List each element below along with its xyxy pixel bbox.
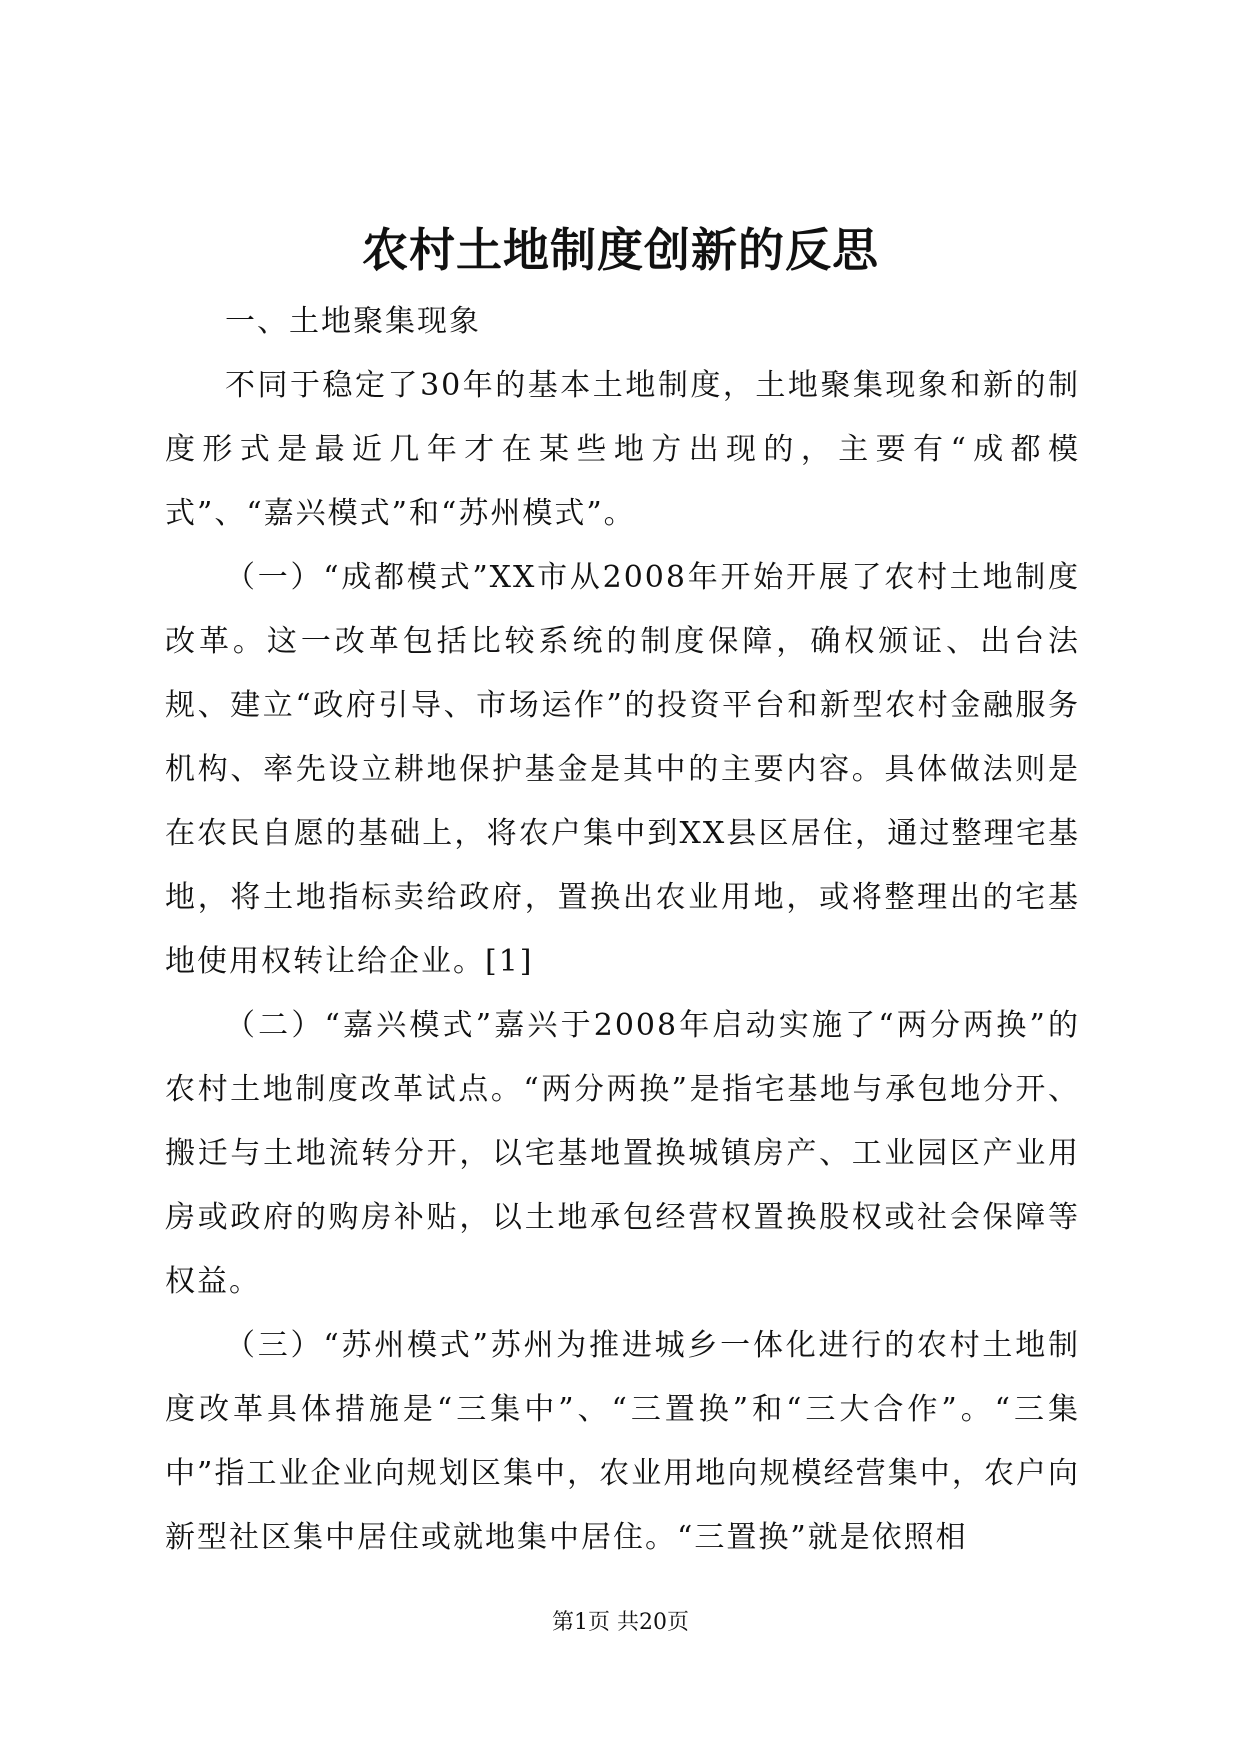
page-number-footer: 第1页 共20页: [552, 1610, 689, 1635]
document-body: [165, 290, 1080, 1570]
section-heading: 一、土地聚集现象: [225, 304, 481, 339]
document-title: 农村土地制度创新的反思: [362, 223, 879, 277]
paragraph-chengdu-model: （一）“成都模式”XX市从2008年开始开展了农村土地制度改革。这一改革包括比较系统的制度保障，确权颁证、出台法规、建立“政府引导、市场运作”的投资平台和新型农村金融服务机构、率先设立耕地保护基金是其中的主要内容。具体做法则是在农民自愿的基础上，将农户集中到XX县区居住，通过整理宅基地，将土地指标卖给政府，置换出农业用地，或将整理出的宅基地使用权转让给企业。[1]: [165, 560, 1080, 979]
paragraph-suzhou-model: （三）“苏州模式”苏州为推进城乡一体化进行的农村土地制度改革具体措施是“三集中”、“三置换”和“三大合作”。“三集中”指工业企业向规划区集中，农业用地向规模经营集中，农户向新型社区集中居住或就地集中居住。“三置换”就是依照相: [165, 1328, 1080, 1555]
paragraph-intro: 不同于稳定了30年的基本土地制度，土地聚集现象和新的制度形式是最近几年才在某些地方出现的，主要有“成都模式”、“嘉兴模式”和“苏州模式”。: [165, 368, 1080, 531]
paragraph-jiaxing-model: （二）“嘉兴模式”嘉兴于2008年启动实施了“两分两换”的农村土地制度改革试点。“两分两换”是指宅基地与承包地分开、搬迁与土地流转分开，以宅基地置换城镇房产、工业园区产业用房或政府的购房补贴，以土地承包经营权置换股权或社会保障等权益。: [165, 1008, 1080, 1299]
